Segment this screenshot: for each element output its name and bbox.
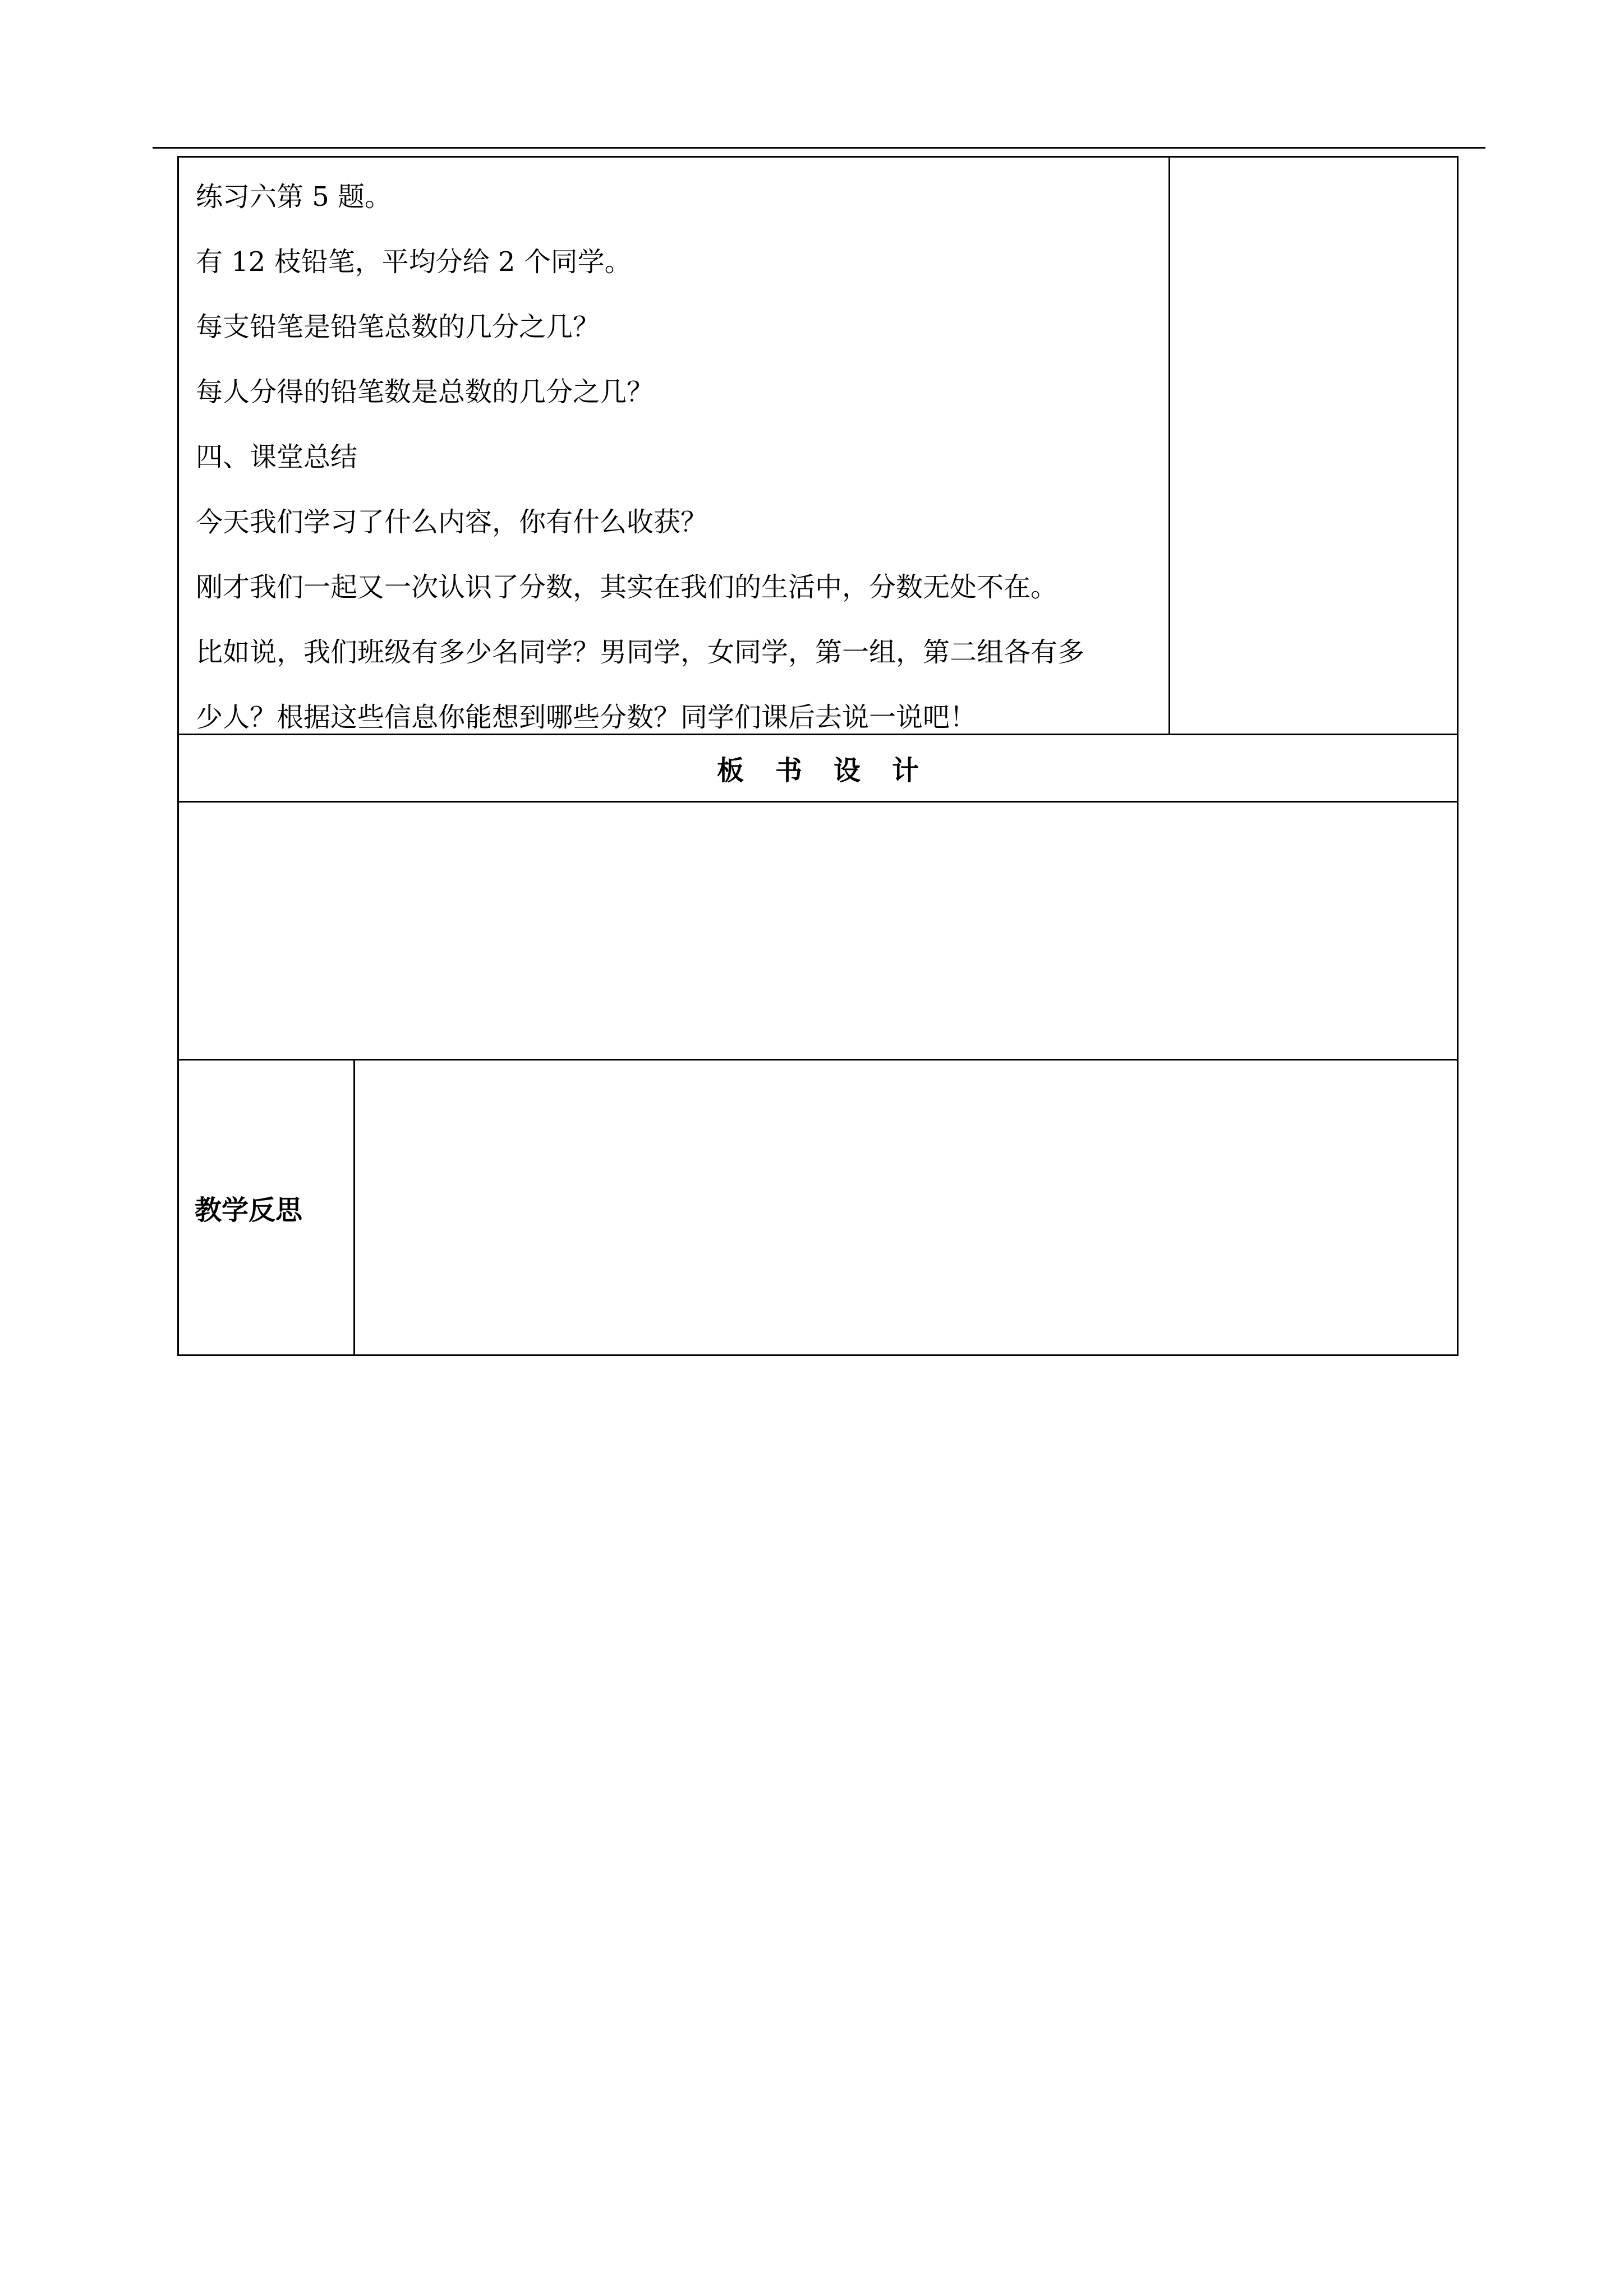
reflection-row [179, 1061, 1457, 1354]
lesson-line: 有 12 枝铅笔，平均分给 2 个同学。 [196, 246, 632, 278]
board-design-area [179, 803, 1457, 1061]
lesson-line: 少人？根据这些信息你能想到哪些分数？同学们课后去说一说吧！ [196, 702, 977, 733]
board-design-title: 板书设计 [179, 735, 1457, 803]
header-rule [153, 147, 1485, 149]
lesson-line: 每支铅笔是铅笔总数的几分之几？ [196, 311, 600, 343]
lesson-line: 刚才我们一起又一次认识了分数，其实在我们的生活中，分数无处不在。 [196, 571, 1058, 603]
lesson-line: 练习六第 5 题。 [196, 181, 392, 213]
lesson-content-cell [179, 158, 1170, 734]
lesson-line: 每人分得的铅笔数是总数的几分之几？ [196, 376, 654, 408]
lesson-content-row [179, 158, 1457, 735]
lesson-line: 今天我们学习了什么内容，你有什么收获？ [196, 506, 708, 538]
lesson-line: 比如说，我们班级有多少名同学？男同学，女同学，第一组，第二组各有多 [196, 637, 1085, 668]
lesson-plan-table [177, 156, 1459, 1356]
section-heading: 四、课堂总结 [196, 441, 358, 473]
reflection-label: 教学反思 [179, 1061, 355, 1354]
